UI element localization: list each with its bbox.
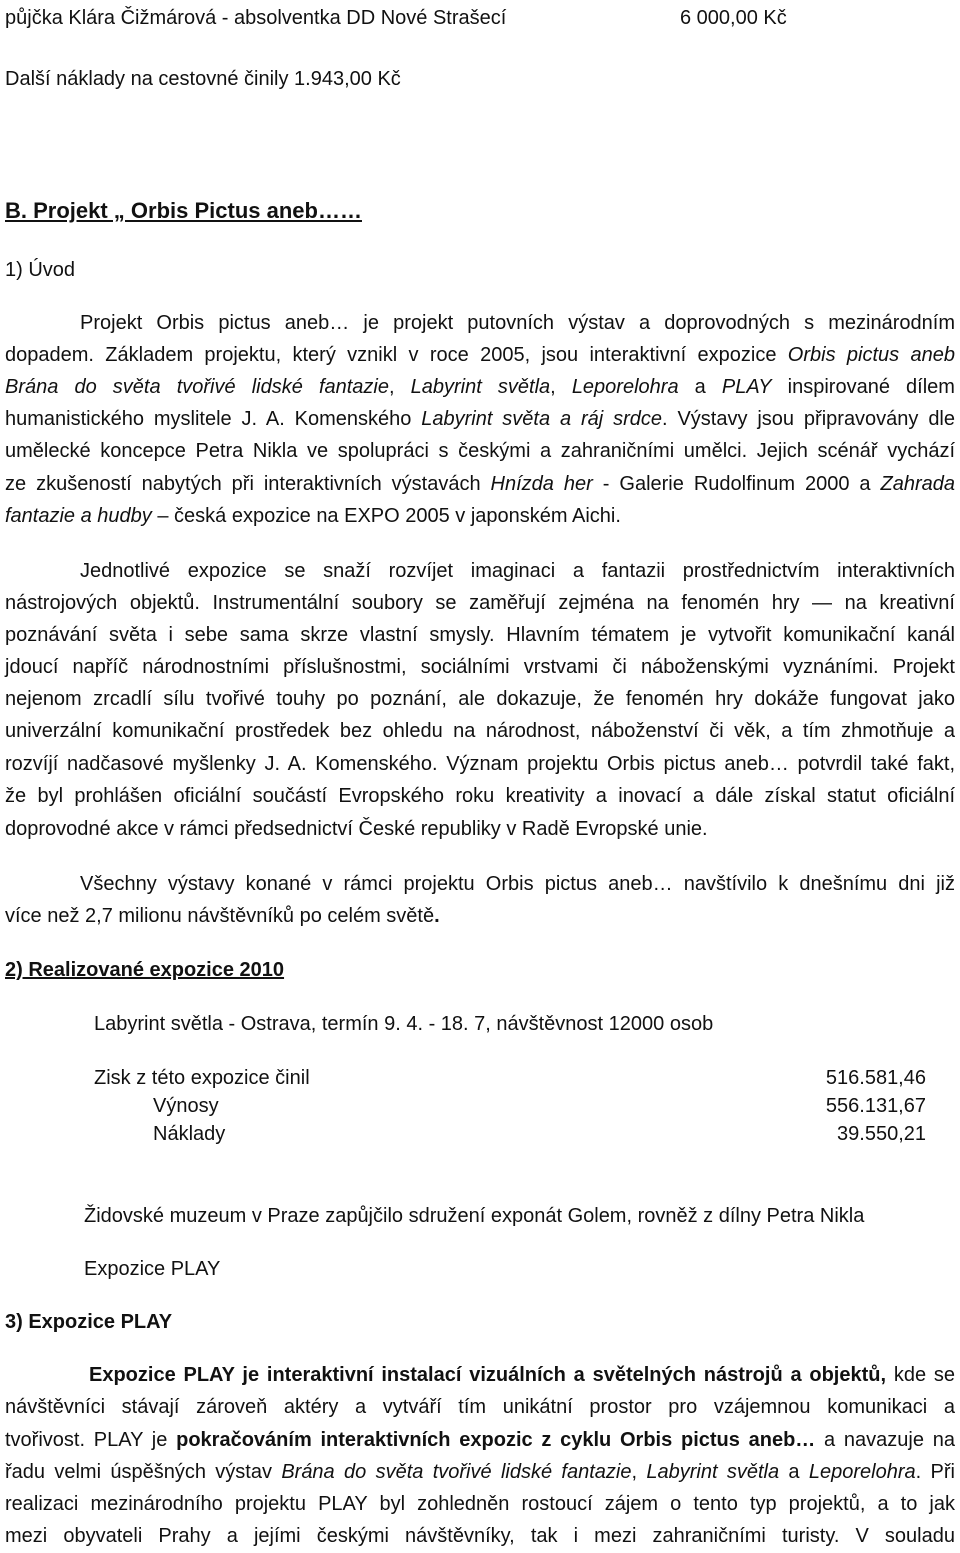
s3-p1-line-1: návštěvníci stávají zároveň aktéry a vytváří tím unikátní prostor pro vzájemnou komunikaci a bbox=[5, 1396, 955, 1418]
s1-p2-line-2: poznávání světa i sebe sama skrze vlastní smysly. Hlavním tématem je vytvořit komunikační kanál bbox=[5, 624, 955, 646]
s3-p1-line-4: realizaci mezinárodního projektu PLAY byl zohledněn rostoucí zájem o tento typ projektů, a to jak bbox=[5, 1493, 955, 1515]
s1-p1-line-2: Brána do světa tvořivé lidské fantazie, Labyrint světla, Leporelohra a PLAY inspirované dílem bbox=[5, 376, 955, 398]
s1-p1-line-0: Projekt Orbis pictus aneb… je projekt putovních výstav a doprovodných s mezinárodním bbox=[80, 312, 955, 334]
s1-p2-line-3: jdoucí napříč národnostními příslušnostmi, sociálními vrstvami či náboženskými vyznáními. Projekt bbox=[5, 656, 955, 678]
s1-p1-line-5: ze zkušeností nabytých při interaktivních výstavách Hnízda her - Galerie Rudolfinum 2000 a Zahrada bbox=[5, 473, 955, 495]
s1-p2-line-4: nejenom zrcadlí sílu tvořivé touhy po poznání, ale dokazuje, že fenomén hry dokáže fungovat jako bbox=[5, 688, 955, 710]
s3-p1-line-3: řadu velmi úspěšných výstav Brána do světa tvořivé lidské fantazie, Labyrint světla a Leporelohra. Při bbox=[5, 1461, 955, 1483]
section-2-heading: 2) Realizované expozice 2010 bbox=[5, 959, 285, 981]
s1-p1-line-6: fantazie a hudby – česká expozice na EXPO 2005 v japonském Aichi. bbox=[5, 505, 621, 527]
section-1-heading: 1) Úvod bbox=[5, 259, 76, 281]
s3-p1-line-2: tvořivost. PLAY je pokračováním interaktivních expozic z cyklu Orbis pictus aneb… a navazuje na bbox=[5, 1429, 955, 1451]
s1-p2-line-0: Jednotlivé expozice se snaží rozvíjet imaginaci a fantazii prostřednictvím interaktivních bbox=[80, 560, 955, 582]
finance-value-costs: 39.550,21 bbox=[837, 1123, 926, 1145]
other-costs: Další náklady na cestovné činily 1.943,00 Kč bbox=[5, 68, 401, 90]
s1-p2-line-8: doprovodné akce v rámci předsednictví České republiky v Radě Evropské unie. bbox=[5, 818, 708, 840]
s3-p1-line-5: mezi obyvateli Prahy a jejími českými návštěvníky, tak i mezi zahraničními turisty. V souladu bbox=[5, 1525, 955, 1547]
finance-label-costs: Náklady bbox=[153, 1123, 226, 1145]
finance-label-revenue: Výnosy bbox=[153, 1095, 219, 1117]
play-label: Expozice PLAY bbox=[84, 1258, 221, 1280]
s1-p1-line-4: umělecké koncepce Petra Nikla ve spolupráci s českými a zahraničními umělci. Jejich scénář vychází bbox=[5, 440, 955, 462]
s1-p2-line-5: univerzální komunikační prostředek bez ohledu na národnost, náboženství či věk, a tím zhmotňuje a bbox=[5, 720, 955, 742]
finance-label-profit: Zisk z této expozice činil bbox=[94, 1067, 310, 1089]
loan-text: půjčka Klára Čižmárová - absolventka DD Nové Strašecí bbox=[5, 7, 507, 29]
s1-p3-line-0: Všechny výstavy konané v rámci projektu Orbis pictus aneb… navštívilo k dnešnímu dni již bbox=[80, 873, 955, 895]
s1-p2-line-7: že byl prohlášen oficiální součástí Evropského roku kreativity a inovací a dále získal statut oficiální bbox=[5, 785, 955, 807]
s1-p2-line-1: nástrojových objektů. Instrumentální soubory se zaměřují zejména na fenomén hry — na kreativní bbox=[5, 592, 955, 614]
section-b-heading: B. Projekt „ Orbis Pictus aneb…… bbox=[5, 198, 362, 223]
s1-p2-line-6: rozvíjí nadčasové myšlenky J. A. Komenského. Význam projektu Orbis pictus aneb… potvrdil také fakt, bbox=[5, 753, 955, 775]
loan-amount: 6 000,00 Kč bbox=[680, 7, 787, 29]
finance-value-profit: 516.581,46 bbox=[825, 1067, 926, 1089]
event-line: Labyrint světla - Ostrava, termín 9. 4. - 18. 7, návštěvnost 12000 osob bbox=[94, 1013, 714, 1035]
section-3-heading: 3) Expozice PLAY bbox=[5, 1311, 173, 1333]
s1-p1-line-3: humanistického myslitele J. A. Komenského Labyrint světa a ráj srdce. Výstavy jsou připravovány dle bbox=[5, 408, 956, 430]
s1-p1-line-1: dopadem. Základem projektu, který vznikl v roce 2005, jsou interaktivní expozice Orbis pictus aneb bbox=[5, 344, 955, 366]
golem-line: Židovské muzeum v Praze zapůjčilo sdružení exponát Golem, rovněž z dílny Petra Nikla bbox=[84, 1205, 865, 1227]
finance-value-revenue: 556.131,67 bbox=[825, 1095, 926, 1117]
s1-p3-line-1: více než 2,7 milionu návštěvníků po celém světě. bbox=[5, 905, 440, 927]
s3-p1-line-0: Expozice PLAY je interaktivní instalací vizuálních a světelných nástrojů a objektů, kde se bbox=[89, 1364, 956, 1386]
